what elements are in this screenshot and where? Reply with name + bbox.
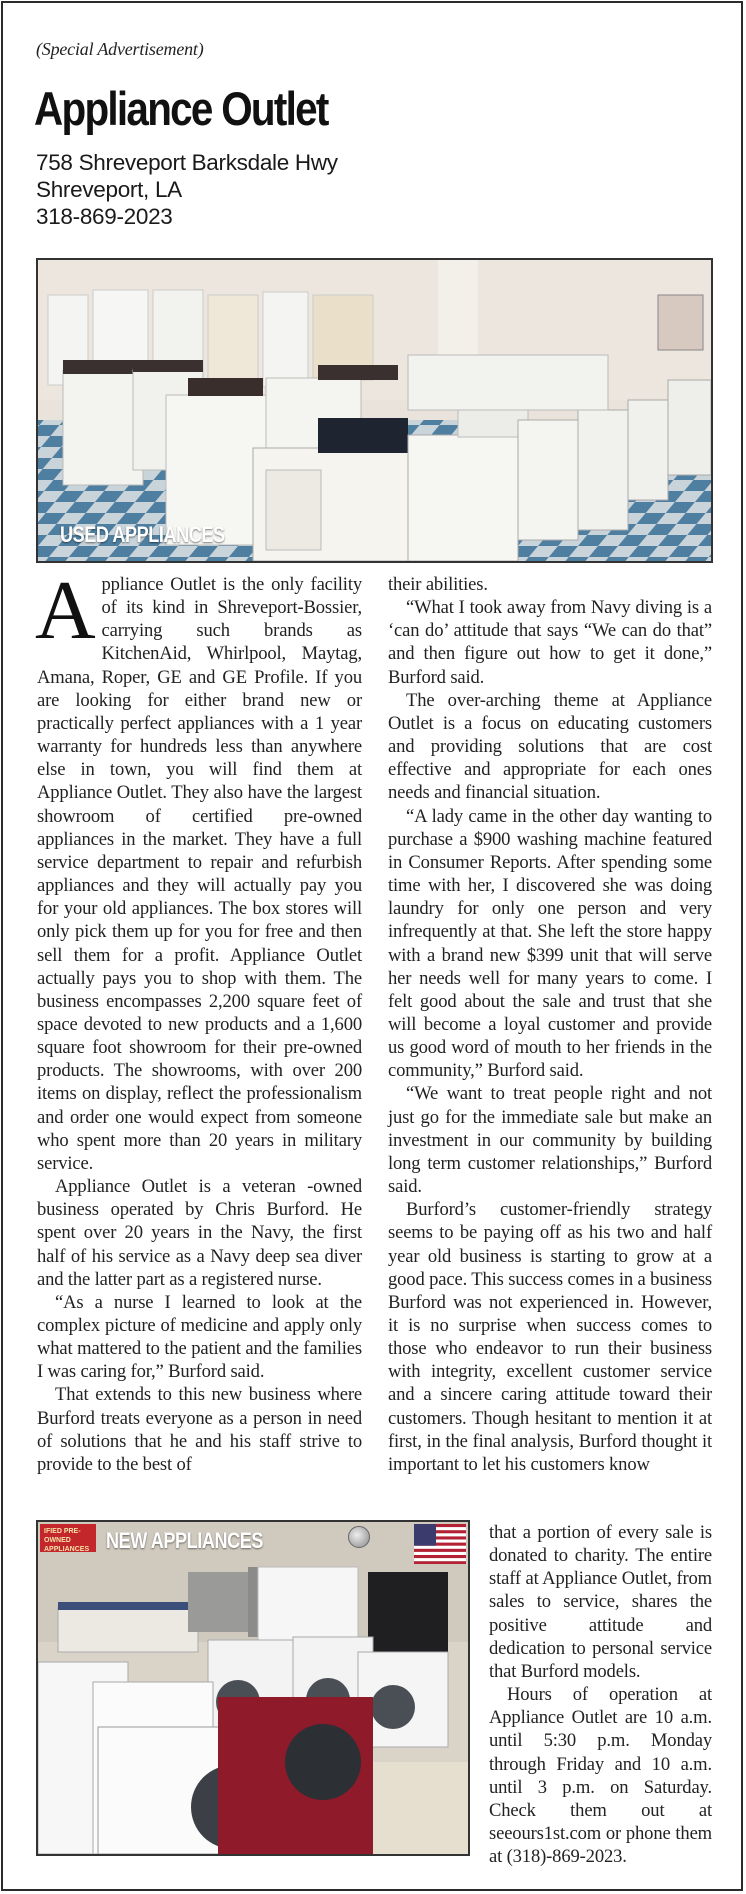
new-appliances-photo-image [38, 1522, 468, 1854]
security-mirror [348, 1526, 370, 1548]
article-right-column [388, 573, 712, 1476]
address-line-1: 758 Shreveport Barksdale Hwy [36, 150, 338, 175]
article-paragraph: Hours of operation at Appliance Outlet are 10 a.m. until 5:30 p.m. Monday through Friday and 10 a.m. until 3 p.m. on Saturday. Check them out at seeours1st.com or phone them at (318)-869-2023. [489, 1684, 712, 1868]
article-paragraph: that a portion of every sale is donated to charity. The entire staff at Appliance Outlet, from sales to service, shares the positive attitude and dedication to personal service that Burford models. [489, 1522, 712, 1682]
used-appliances-photo-image [38, 260, 711, 561]
article-paragraph: “A lady came in the other day wanting to purchase a $900 washing machine featured in Consumer Reports. After spending some time with her, I discovered she was doing laundry for only one person and very infrequently at that. She left the store happy with a brand new $399 unit that will serve her needs well for many years to come. I felt good about the sale and trust that she will become a loyal customer and provide us good word of mouth to her friends in the community,” Burford said. [388, 805, 712, 1082]
used-appliances-label: USED APPLIANCES [60, 522, 225, 547]
article-paragraph: “We want to treat people right and not just go for the immediate sale but make an investment in our community by building long term customer relationships,” Burford said. [388, 1083, 712, 1198]
article-paragraph: Burford’s customer-friendly strategy seems to be paying off as his two and half year old business is starting to grow at a good pace. This success comes in a business Burford was not experienced in. However, it is no surprise when success comes to those who endeavor to run their business with integrity, excellent customer service and a sincere caring attitude toward their customers. Though hesitant to mention it at first, in the final analysis, Burford thought it important to let his customers know [388, 1199, 712, 1475]
new-appliances-label: NEW APPLIANCES [106, 1528, 263, 1553]
article-paragraph: That extends to this new business where Burford treats everyone as a person in need of solutions that he and his staff strive to provide to the best of [37, 1384, 362, 1475]
article-paragraph: Appliance Outlet is the only facility of its kind in Shreveport-Bossier, carrying such brands as KitchenAid, Whirlpool, Maytag, Amana, Roper, GE and GE Profile. If you are looking for either brand new or practically perfect appliances with a 1 year warranty for hundreds less than anywhere else in town, you will find them at Appliance Outlet. They also have the largest showroom of certified pre-owned appliances in the market. They have a full service department to repair and refurbish appliances and they will actually pay you for your old appliances. The box stores will only pick them up for you for free and then sell them for a profit. Appliance Outlet actually pays you to shop with them. The business encompasses 2,200 square feet of space devoted to new products and a 1,600 square foot showroom for their pre-owned products. The showrooms, with over 200 items on display, reflect the professionalism and order one would expect from someone who spent more than 20 years in military service. [35, 564, 362, 1174]
article-paragraph: “As a nurse I learned to look at the complex picture of medicine and apply only what mattered to the patient and the families I was caring for,” Burford said. [37, 1291, 362, 1383]
article-left-column [35, 564, 362, 1476]
article-paragraph: their abilities. [388, 574, 488, 595]
new-appliances-photo [36, 1520, 470, 1856]
american-flag-icon [414, 1524, 466, 1564]
advertisement-page [1, 1, 743, 1891]
article-right-column-wrap [489, 1521, 712, 1868]
special-advertisement-kicker: (Special Advertisement) [36, 39, 204, 59]
article-paragraph: The over-arching theme at Appliance Outlet is a focus on educating customers and providing solutions that are cost effective and appropriate for each ones needs and financial situation. [388, 689, 712, 804]
article-paragraph: “What I took away from Navy diving is a ‘can do’ attitude that says “We can do that” and then figure out how to get it done,” Burford said. [388, 597, 712, 688]
business-name-title: Appliance Outlet [34, 82, 328, 135]
used-appliances-photo [36, 258, 713, 563]
drop-cap: A [35, 564, 96, 657]
article-paragraph: Appliance Outlet is a veteran -owned business operated by Chris Burford. He spent over 20 years in the Navy, the first half of his service as a Navy deep sea diver and the latter part as a registered nurse. [37, 1176, 362, 1290]
business-contact-block [36, 149, 338, 230]
pre-owned-sign: IFIED PRE-OWNED APPLIANCES [40, 1524, 96, 1552]
address-line-2: Shreveport, LA [36, 177, 182, 202]
phone-number: 318-869-2023 [36, 204, 173, 229]
